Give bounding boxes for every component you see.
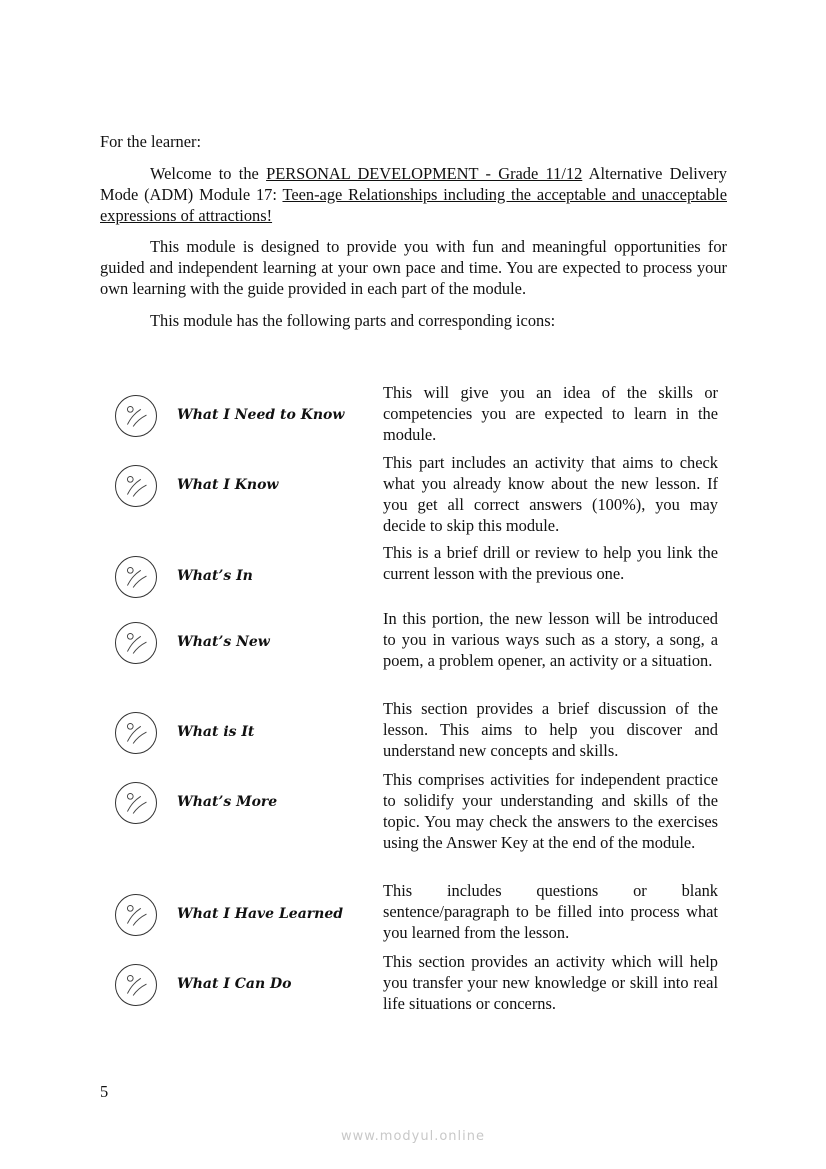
intro-paragraph: This module is designed to provide you with fun and meaningful opportunities for guided and independent learning at your own pace and time. You are expected to process your own learning with the guide provided in each part of the module. [100,237,727,298]
welcome-mid: Alternative Delivery Mode (ADM) Module 17: [100,164,727,204]
part-description: This includes questions or blank sentence/paragraph to be filled into process what you learned from the lesson. [383,881,718,942]
part-label: What’s New [177,634,270,650]
welcome-paragraph [100,163,727,226]
magnifier-icon [115,712,157,754]
page-number: 5 [100,1082,109,1101]
part-label: What I Can Do [177,976,292,992]
hand-blocks-icon [115,782,157,824]
hand-gears-icon [115,964,157,1006]
hand-plant-icon [115,622,157,664]
parts-intro: This module has the following parts and corresponding icons: [150,311,556,330]
part-label: What I Know [177,477,279,493]
part-description: This will give you an idea of the skills or competencies you are expected to learn in the module. [383,383,718,444]
part-description: This comprises activities for independent practice to solidify your understanding and skills of the topic. You may check the answers to the exercises using the Answer Key at the end of the module. [383,770,718,852]
part-label: What’s In [177,568,253,584]
part-description: In this portion, the new lesson will be introduced to you in various ways such as a story, a song, a poem, a problem opener, an activity or a situation. [383,609,718,670]
hand-pointing-icon [115,395,157,437]
part-description: This is a brief drill or review to help you link the current lesson with the previous one. [383,543,718,583]
part-label: What’s More [177,794,278,810]
module-title: Teen-age Relationships including the acceptable and unacceptable expressions of attractions! [100,185,727,225]
hand-puzzle-icon [115,556,157,598]
part-label: What is It [177,724,255,740]
intro-heading: For the learner: [100,132,202,151]
subject-title: PERSONAL DEVELOPMENT - Grade 11/12 [266,164,583,183]
part-description: This part includes an activity that aims to check what you already know about the new lesson. If you get all correct answers (100%), you may decide to skip this module. [383,453,718,535]
part-description: This section provides an activity which will help you transfer your new knowledge or skill into real life situations or concerns. [383,952,718,1013]
hand-pencil-icon [115,465,157,507]
welcome-pre: Welcome to the [150,164,267,183]
part-label: What I Need to Know [177,407,345,423]
watermark: www.modyul.online [340,1129,486,1144]
hand-lightbulb-icon [115,894,157,936]
part-label: What I Have Learned [177,906,344,922]
part-description: This section provides a brief discussion of the lesson. This aims to help you discover and understand new concepts and skills. [383,699,718,760]
